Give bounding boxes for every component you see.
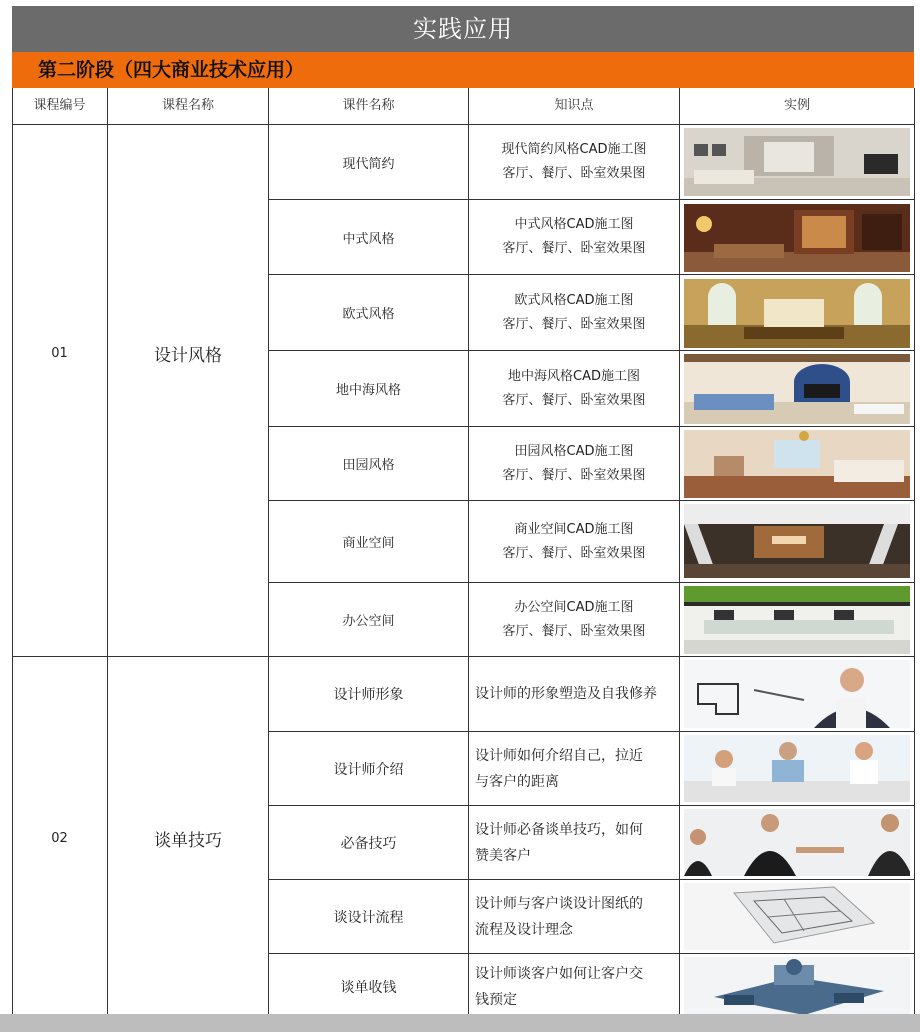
courseware-name: 中式风格 — [342, 231, 395, 247]
course-name-01: 设计风格 — [154, 345, 222, 366]
courseware-name: 田园风格 — [342, 458, 395, 473]
pastoral-bedroom-photo — [684, 430, 910, 498]
header-example: 实例 — [783, 98, 810, 113]
courseware-name: 商业空间 — [342, 536, 395, 551]
course-no-02: 02 — [51, 831, 68, 846]
course-name-02: 谈单技巧 — [154, 831, 222, 851]
knowledge-point: 办公空间CAD施工图 客厅、餐厅、卧室效果图 — [502, 599, 646, 639]
page-title: 实践应用 — [12, 6, 914, 52]
courseware-name: 设计师介绍 — [333, 761, 404, 778]
living-room-photo — [684, 128, 910, 196]
course-no-01: 01 — [51, 345, 68, 361]
knowledge-point: 设计师谈客户如何让客户交 钱预定 — [475, 966, 643, 1008]
knowledge-point: 设计师如何介绍自己，拉近 与客户的距离 — [475, 747, 643, 790]
knowledge-point: 设计师与客户谈设计图纸的 流程及设计理念 — [475, 895, 643, 938]
header-knowledge: 知识点 — [554, 98, 594, 113]
courseware-name: 现代简约 — [342, 156, 395, 172]
courseware-name: 办公空间 — [342, 614, 395, 629]
knowledge-point: 设计师必备谈单技巧，如何 赞美客户 — [475, 821, 643, 864]
designer-image-photo — [684, 660, 910, 728]
knowledge-point: 商业空间CAD施工图 客厅、餐厅、卧室效果图 — [502, 521, 646, 561]
stage-title: 第二阶段（四大商业技术应用） — [12, 52, 914, 88]
chinese-interior-photo — [684, 204, 910, 272]
blueprint-photo — [684, 883, 910, 950]
designer-intro-photo — [684, 735, 910, 802]
courseware-name: 地中海风格 — [335, 383, 401, 398]
header-courseware: 课件名称 — [342, 98, 395, 113]
handshake-photo — [684, 809, 910, 876]
header-course-no: 课程编号 — [33, 98, 86, 113]
mediterranean-interior-photo — [684, 354, 910, 424]
knowledge-point: 现代简约风格CAD施工图 客厅、餐厅、卧室效果图 — [501, 142, 647, 181]
european-interior-photo — [684, 279, 910, 348]
courseware-name: 谈单收钱 — [340, 980, 397, 996]
courseware-name: 谈设计流程 — [333, 909, 404, 926]
courseware-name: 必备技巧 — [340, 835, 397, 852]
3d-model-photo — [684, 957, 910, 1019]
course-table — [12, 88, 915, 1020]
office-space-photo — [684, 586, 910, 654]
knowledge-point: 欧式风格CAD施工图 客厅、餐厅、卧室效果图 — [502, 292, 646, 332]
bottom-scrollbar[interactable] — [0, 1014, 920, 1032]
header-course-name: 课程名称 — [161, 98, 214, 113]
knowledge-point: 田园风格CAD施工图 客厅、餐厅、卧室效果图 — [502, 443, 646, 483]
knowledge-point: 地中海风格CAD施工图 客厅、餐厅、卧室效果图 — [502, 368, 646, 408]
courseware-name: 设计师形象 — [333, 687, 404, 703]
commercial-space-photo — [684, 504, 910, 578]
knowledge-point: 设计师的形象塑造及自我修养 — [475, 686, 657, 702]
knowledge-point: 中式风格CAD施工图 客厅、餐厅、卧室效果图 — [502, 217, 646, 256]
courseware-name: 欧式风格 — [342, 307, 395, 322]
